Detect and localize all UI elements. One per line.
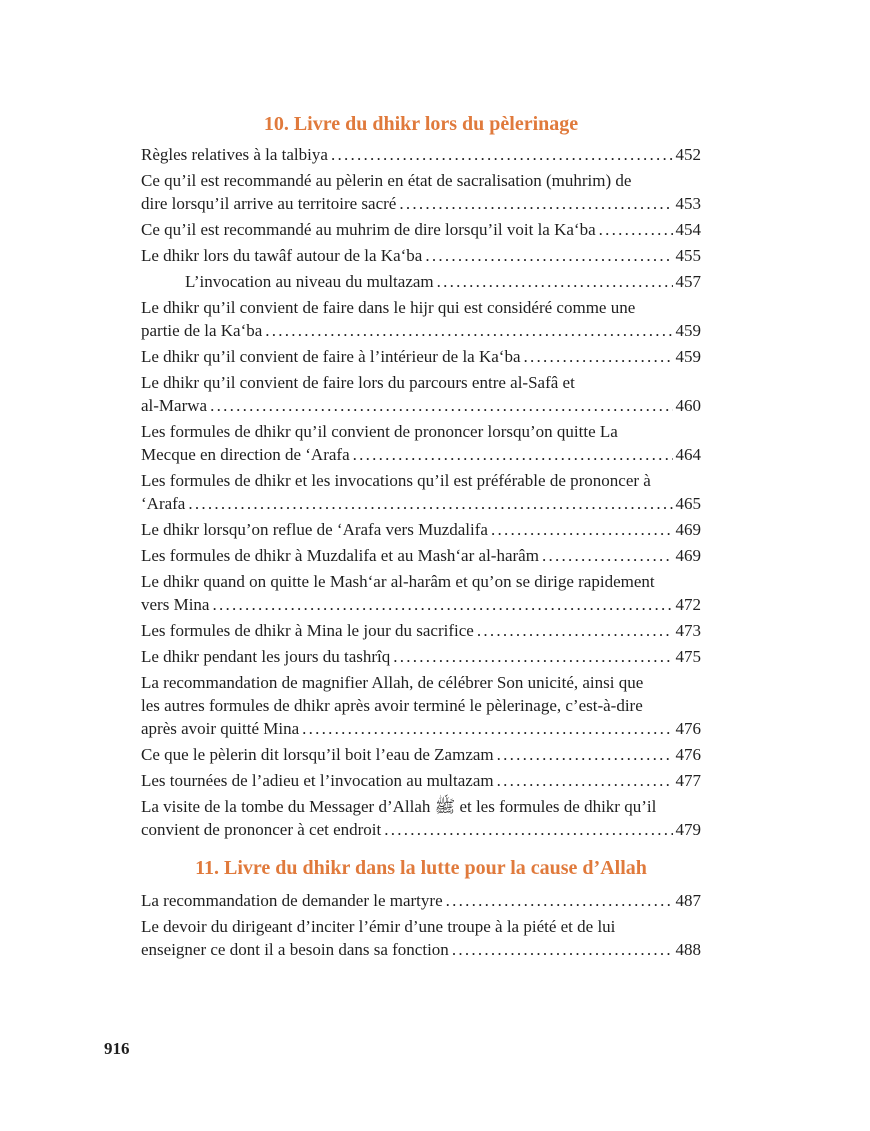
toc-entry [141,218,701,241]
entry-text: Ce qu’il est recommandé au muhrim de dire lorsqu’il voit la Ka‘ba [141,220,596,239]
toc-entry [141,769,701,792]
toc-entry [141,371,701,417]
page-ref: 453 [675,194,701,213]
entry-text: Règles relatives à la talbiya [141,145,328,164]
page-ref: 476 [675,745,701,764]
dot-leader [524,345,673,368]
toc-entry [141,345,701,368]
toc-entry [141,619,701,642]
page-ref: 479 [675,820,701,839]
toc-entry [141,570,701,616]
entry-text: Le dhikr qu’il convient de faire dans le hijr qui est considéré comme une [141,298,636,317]
dot-leader [446,889,673,912]
entry-text: convient de prononcer à cet endroit [141,820,382,839]
toc-entry [141,296,701,342]
dot-leader [265,319,672,342]
dot-leader [212,593,672,616]
toc-entry [141,795,701,841]
page-ref: 457 [675,272,701,291]
page-ref: 487 [675,891,701,910]
page-ref: 454 [675,220,701,239]
dot-leader [477,619,673,642]
page-ref: 465 [675,494,701,513]
page-ref: 469 [675,520,701,539]
section-title: 10. Livre du dhikr lors du pèlerinage [263,113,579,135]
toc-list [141,889,701,961]
toc-entry [141,544,701,567]
page-ref: 488 [675,940,701,959]
dot-leader [491,518,673,541]
page-ref: 464 [675,445,701,464]
entry-text: enseigner ce dont il a besoin dans sa fonction [141,940,449,959]
toc-entry [141,645,701,668]
page-number: 916 [104,1039,130,1058]
entry-text: après avoir quitté Mina [141,719,300,738]
entry-text: al-Marwa [141,396,208,415]
dot-leader [302,717,672,740]
toc-list [141,143,701,841]
dot-leader [399,192,672,215]
toc-entry [141,915,701,961]
entry-text: L’invocation au niveau du multazam [185,272,434,291]
dot-leader [331,143,673,166]
dot-leader [425,244,672,267]
entry-text: ‘Arafa [141,494,186,513]
toc-entry [141,889,701,912]
entry-text: Le dhikr pendant les jours du tashrîq [141,647,391,666]
table-of-contents [141,111,701,964]
dot-leader [599,218,673,241]
page-ref: 473 [675,621,701,640]
entry-text: Les formules de dhikr à Mina le jour du sacrifice [141,621,474,640]
toc-entry [141,518,701,541]
entry-text: La recommandation de magnifier Allah, de célébrer Son unicité, ainsi que [141,673,644,692]
dot-leader [188,492,672,515]
toc-subentry [141,270,701,293]
dot-leader [210,394,672,417]
page-ref: 459 [675,321,701,340]
page-ref: 469 [675,546,701,565]
page-ref: 476 [675,719,701,738]
page-ref: 475 [675,647,701,666]
dot-leader [437,270,673,293]
entry-text: Ce que le pèlerin dit lorsqu’il boit l’eau de Zamzam [141,745,494,764]
entry-text: Le dhikr qu’il convient de faire à l’intérieur de la Ka‘ba [141,347,521,366]
page-ref: 477 [675,771,701,790]
dot-leader [497,743,673,766]
entry-text: Les formules de dhikr à Muzdalifa et au Mash‘ar al-harâm [141,546,539,565]
dot-leader [384,818,672,841]
dot-leader [393,645,672,668]
page-ref: 472 [675,595,701,614]
toc-entry [141,743,701,766]
entry-text: Les tournées de l’adieu et l’invocation au multazam [141,771,494,790]
section-title: 11. Livre du dhikr dans la lutte pour la cause d’Allah [195,857,647,879]
entry-text: vers Mina [141,595,210,614]
entry-text: dire lorsqu’il arrive au territoire sacré [141,194,397,213]
toc-entry [141,143,701,166]
dot-leader [452,938,673,961]
page-ref: 459 [675,347,701,366]
toc-entry [141,671,701,740]
page-ref: 455 [675,246,701,265]
dot-leader [353,443,673,466]
toc-entry [141,169,701,215]
dot-leader [497,769,673,792]
toc-entry [141,469,701,515]
entry-text: La visite de la tombe du Messager d’Allah ﷺ et les formules de dhikr qu’il [141,797,657,816]
entry-text: Le dhikr lors du tawâf autour de la Ka‘ba [141,246,423,265]
entry-text: Le dhikr quand on quitte le Mash‘ar al-harâm et qu’on se dirige rapidement [141,572,655,591]
entry-text: Le dhikr lorsqu’on reflue de ‘Arafa vers Muzdalifa [141,520,488,539]
toc-entry [141,244,701,267]
entry-text: partie de la Ka‘ba [141,321,263,340]
entry-text: Les formules de dhikr et les invocations qu’il est préférable de prononcer à [141,471,651,490]
toc-entry [141,420,701,466]
page-ref: 460 [675,396,701,415]
entry-text: Le devoir du dirigeant d’inciter l’émir d’une troupe à la piété et de lui [141,917,616,936]
dot-leader [542,544,673,567]
page-ref: 452 [675,145,701,164]
entry-text: La recommandation de demander le martyre [141,891,443,910]
entry-text: les autres formules de dhikr après avoir terminé le pèlerinage, c’est-à-dire [141,696,643,715]
entry-text: Le dhikr qu’il convient de faire lors du parcours entre al-Safâ et [141,373,575,392]
entry-text: Les formules de dhikr qu’il convient de prononcer lorsqu’on quitte La [141,422,618,441]
entry-text: Ce qu’il est recommandé au pèlerin en état de sacralisation (muhrim) de [141,171,632,190]
entry-text: Mecque en direction de ‘Arafa [141,445,350,464]
